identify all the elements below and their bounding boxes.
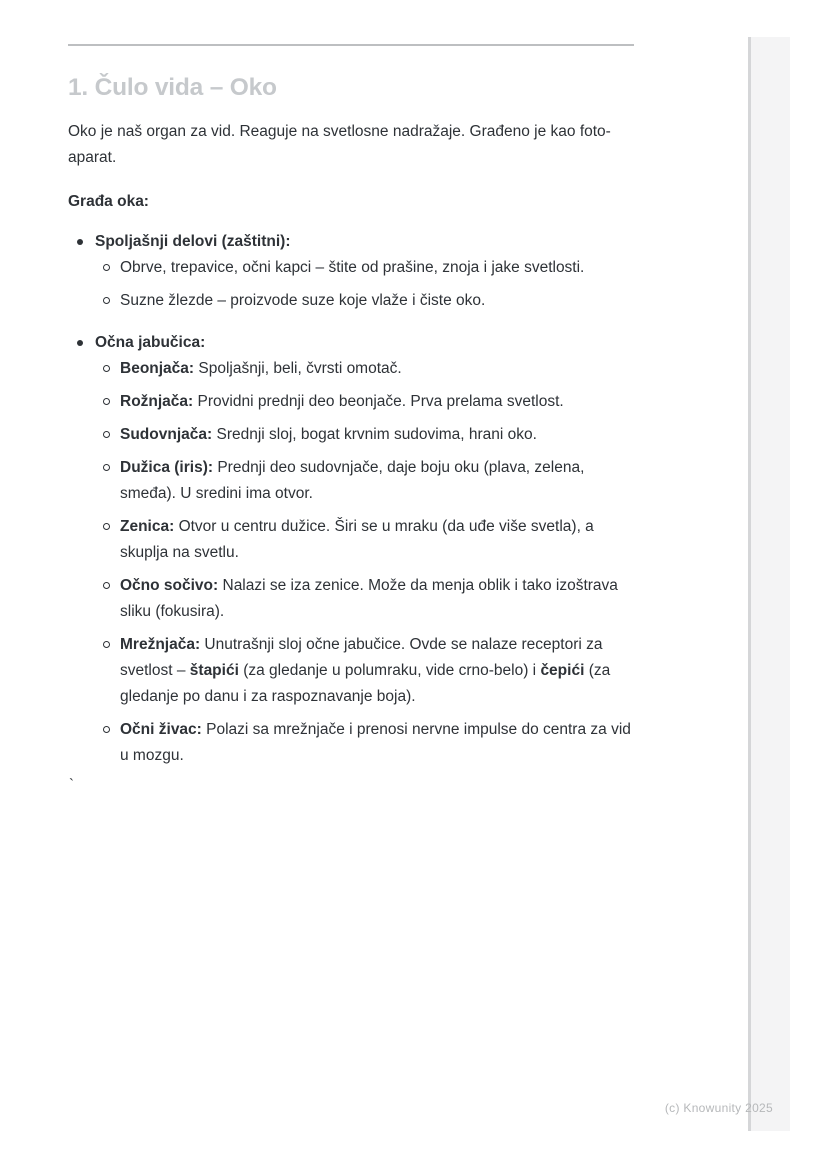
- text-segment: Očni živac:: [120, 721, 202, 738]
- section-heading: Građa oka:: [68, 193, 149, 210]
- sub-list-item: [68, 255, 634, 281]
- text-segment: Obrve, trepavice, očni kapci – štite od prašine, znoja i jake svetlosti.: [120, 259, 585, 276]
- text-segment: (za gledanje u polumraku, vide crno-belo) i: [238, 662, 541, 679]
- outline-list: [68, 229, 634, 769]
- text-segment: Srednji sloj, bogat krvnim sudovima, hrani oko.: [212, 426, 537, 443]
- text-segment: Nalazi se iza zenice. Može da menja oblik i tako izoštrava sliku (fokusira).: [120, 577, 618, 620]
- sub-list-item: [68, 514, 634, 566]
- circle-bullet-icon: [103, 523, 110, 530]
- text-segment: čepići: [540, 662, 585, 679]
- sub-list-item: [68, 422, 634, 448]
- text-segment: Unutrašnji sloj očne jabučice. Ovde se nalaze receptori za svetlost –: [120, 636, 603, 679]
- text-segment: Suzne žlezde – proizvode suze koje vlaže i čiste oko.: [120, 292, 486, 309]
- bullet-icon: [77, 340, 83, 346]
- list-item: [68, 330, 634, 769]
- list-item: [68, 229, 634, 314]
- list-item-label-text: Očna jabučica:: [95, 334, 206, 351]
- top-divider: [68, 44, 634, 46]
- text-segment: (za gledanje po danu i za raspoznavanje boja).: [120, 662, 611, 705]
- sub-list-item: [68, 717, 634, 769]
- circle-bullet-icon: [103, 582, 110, 589]
- circle-bullet-icon: [103, 365, 110, 372]
- document-content: [68, 0, 634, 769]
- sub-list: [68, 255, 634, 314]
- sub-list: [68, 356, 634, 769]
- text-segment: Rožnjača:: [120, 393, 194, 410]
- stray-character: `: [69, 776, 74, 793]
- sub-list-item: [68, 632, 634, 710]
- text-segment: Prednji deo sudovnjače, daje boju oku (plava, zelena, smeđa). U sredini ima otvor.: [120, 459, 585, 502]
- text-segment: Dužica (iris):: [120, 459, 214, 476]
- list-item-label: [68, 229, 634, 255]
- sub-list-item: [68, 573, 634, 625]
- text-segment: Sudovnjača:: [120, 426, 213, 443]
- right-page-edge-strip: [748, 37, 790, 1131]
- sub-list-item: [68, 389, 634, 415]
- list-item-label-text: Spoljašnji delovi (zaštitni):: [95, 233, 291, 250]
- circle-bullet-icon: [103, 297, 110, 304]
- footer-copyright: (c) Knowunity 2025: [664, 1101, 773, 1115]
- intro-paragraph: Oko je naš organ za vid. Reaguje na svetlosne nadražaje. Građeno je kao foto-aparat.: [68, 123, 611, 166]
- circle-bullet-icon: [103, 431, 110, 438]
- text-segment: Mrežnjača:: [120, 636, 201, 653]
- circle-bullet-icon: [103, 264, 110, 271]
- text-segment: Očno sočivo:: [120, 577, 219, 594]
- text-segment: štapići: [189, 662, 239, 679]
- text-segment: Otvor u centru dužice. Širi se u mraku (da uđe više svetla), a skuplja na svetlu.: [120, 518, 594, 561]
- bullet-icon: [77, 239, 83, 245]
- circle-bullet-icon: [103, 726, 110, 733]
- sub-list-item: [68, 288, 634, 314]
- page-title: 1. Čulo vida – Oko: [68, 74, 277, 101]
- circle-bullet-icon: [103, 398, 110, 405]
- text-segment: Polazi sa mrežnjače i prenosi nervne impulse do centra za vid u mozgu.: [120, 721, 631, 764]
- text-segment: Spoljašnji, beli, čvrsti omotač.: [194, 360, 402, 377]
- text-segment: Beonjača:: [120, 360, 195, 377]
- circle-bullet-icon: [103, 464, 110, 471]
- text-segment: Zenica:: [120, 518, 175, 535]
- sub-list-item: [68, 455, 634, 507]
- list-item-label: [68, 330, 634, 356]
- text-segment: Providni prednji deo beonjače. Prva prelama svetlost.: [193, 393, 564, 410]
- sub-list-item: [68, 356, 634, 382]
- circle-bullet-icon: [103, 641, 110, 648]
